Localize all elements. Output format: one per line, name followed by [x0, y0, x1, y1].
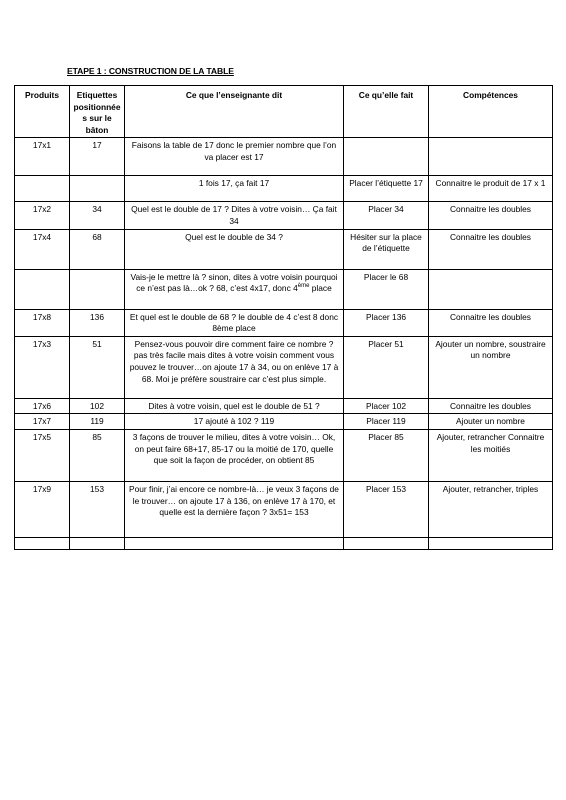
cell-competence: Ajouter, retrancher, triples — [429, 481, 553, 537]
page-title: ETAPE 1 : CONSTRUCTION DE LA TABLE — [67, 66, 234, 76]
cell-produit: 17x6 — [15, 398, 70, 414]
dit-text-end: place — [309, 283, 332, 294]
cell-competence: Connaitre les doubles — [429, 309, 553, 336]
table-row — [15, 414, 553, 430]
table-row — [15, 398, 553, 414]
cell-dit: 3 façons de trouver le milieu, dites à votre voisin… Ok, on peut faire 68+17, 85-17 ou la moitié de 170, quelle que soit la façon de procéder, on obtient 85 — [125, 429, 344, 481]
cell-competence: Ajouter, retrancher Connaitre les moitiés — [429, 429, 553, 481]
cell-competence: Ajouter un nombre, soustraire un nombre — [429, 336, 553, 398]
cell-produit: 17x2 — [15, 202, 70, 229]
cell-fait: Placer le 68 — [344, 269, 429, 309]
cell-fait: Placer 102 — [344, 398, 429, 414]
cell-competence: Connaitre les doubles — [429, 229, 553, 269]
table-header-row — [15, 86, 553, 138]
cell-dit: Faisons la table de 17 donc le premier nombre que l’on va placer est 17 — [125, 138, 344, 176]
cell-produit: 17x7 — [15, 414, 70, 430]
table-row — [15, 202, 553, 229]
cell-etiquette: 102 — [70, 398, 125, 414]
construction-table — [14, 85, 553, 550]
cell-competence: Ajouter un nombre — [429, 414, 553, 430]
cell-produit: 17x3 — [15, 336, 70, 398]
cell-dit: 1 fois 17, ça fait 17 — [125, 176, 344, 202]
header-produits: Produits — [15, 86, 70, 138]
cell-empty — [344, 537, 429, 549]
cell-etiquette: 85 — [70, 429, 125, 481]
dit-text: Vais-je le mettre là ? sinon, dites à votre voisin pourquoi ce n’est pas là…ok ? 68, c’est 4x17, donc 4 — [130, 271, 338, 294]
table-row — [15, 138, 553, 176]
cell-etiquette: 51 — [70, 336, 125, 398]
cell-etiquette — [70, 176, 125, 202]
cell-fait: Hésiter sur la place de l’étiquette — [344, 229, 429, 269]
table-row — [15, 336, 553, 398]
table-row — [15, 229, 553, 269]
cell-produit: 17x5 — [15, 429, 70, 481]
table-row — [15, 269, 553, 309]
header-fait: Ce qu’elle fait — [344, 86, 429, 138]
cell-produit — [15, 176, 70, 202]
table-row — [15, 429, 553, 481]
cell-etiquette: 119 — [70, 414, 125, 430]
cell-produit: 17x8 — [15, 309, 70, 336]
cell-etiquette: 17 — [70, 138, 125, 176]
cell-dit: 17 ajouté à 102 ? 119 — [125, 414, 344, 430]
cell-competence — [429, 269, 553, 309]
cell-competence — [429, 138, 553, 176]
cell-dit: Quel est le double de 17 ? Dites à votre voisin… Ça fait 34 — [125, 202, 344, 229]
cell-dit: Pensez-vous pouvoir dire comment faire ce nombre ? pas très facile mais dites à votre voisin comment vous pouvez le trouver…on ajoute 17 à 34, ou on enlève 17 à 68. Moi je préfère soustraire car c’est plus simple. — [125, 336, 344, 398]
dit-superscript: ème — [297, 283, 310, 290]
cell-fait: Placer 119 — [344, 414, 429, 430]
cell-fait: Placer l’étiquette 17 — [344, 176, 429, 202]
cell-empty — [125, 537, 344, 549]
cell-produit — [15, 269, 70, 309]
cell-fait: Placer 136 — [344, 309, 429, 336]
cell-etiquette: 34 — [70, 202, 125, 229]
cell-competence: Connaitre les doubles — [429, 202, 553, 229]
cell-etiquette: 68 — [70, 229, 125, 269]
cell-dit: Quel est le double de 34 ? — [125, 229, 344, 269]
cell-dit — [125, 269, 344, 309]
cell-empty — [15, 537, 70, 549]
cell-dit: Dites à votre voisin, quel est le double de 51 ? — [125, 398, 344, 414]
cell-competence: Connaitre le produit de 17 x 1 — [429, 176, 553, 202]
cell-etiquette — [70, 269, 125, 309]
cell-fait: Placer 85 — [344, 429, 429, 481]
table-row — [15, 309, 553, 336]
cell-dit: Et quel est le double de 68 ? le double de 4 c’est 8 donc 8ème place — [125, 309, 344, 336]
cell-produit: 17x9 — [15, 481, 70, 537]
table-row-empty — [15, 537, 553, 549]
cell-empty — [70, 537, 125, 549]
cell-fait: Placer 51 — [344, 336, 429, 398]
cell-produit: 17x1 — [15, 138, 70, 176]
header-competences: Compétences — [429, 86, 553, 138]
table-row — [15, 176, 553, 202]
header-enseignante: Ce que l’enseignante dit — [125, 86, 344, 138]
cell-etiquette: 136 — [70, 309, 125, 336]
cell-competence: Connaitre les doubles — [429, 398, 553, 414]
header-etiquettes: Etiquettes positionnées sur le bâton — [70, 86, 125, 138]
table-row — [15, 481, 553, 537]
cell-produit: 17x4 — [15, 229, 70, 269]
cell-fait — [344, 138, 429, 176]
cell-fait: Placer 34 — [344, 202, 429, 229]
cell-etiquette: 153 — [70, 481, 125, 537]
cell-empty — [429, 537, 553, 549]
cell-dit: Pour finir, j’ai encore ce nombre-là… je veux 3 façons de le trouver… on ajoute 17 à 136, on enlève 17 à 170, et quelle est la dernière façon ? 3x51= 153 — [125, 481, 344, 537]
cell-fait: Placer 153 — [344, 481, 429, 537]
